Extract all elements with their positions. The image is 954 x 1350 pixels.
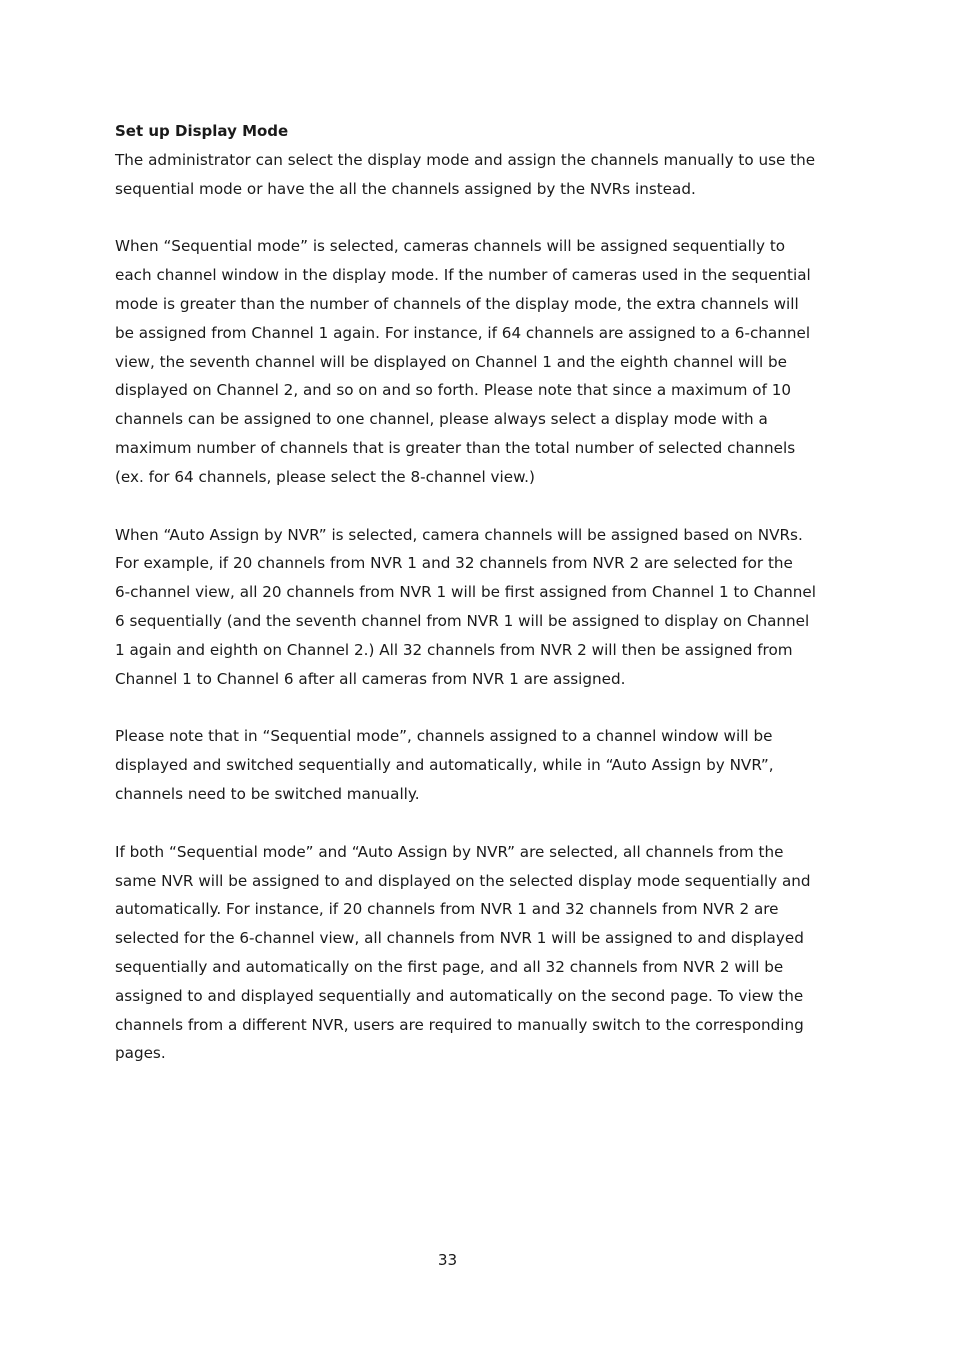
paragraph-both-selected: If both “Sequential mode” and “Auto Assign by NVR” are selected, all channels from the same NVR will be assigned to and displayed on the selected display mode sequentially and automatically. For instance, if 20 channels from NVR 1 and 32 channels from NVR 2 are selected for the 6-channel view, all channels from NVR 1 will be assigned to and displayed sequentially and automatically on the first page, and all 32 channels from NVR 2 will be assigned to and displayed sequentially and automatically on the second page. To view the channels from a different NVR, users are required to manually switch to the corresponding pages. xyxy=(115,842,811,1063)
page-content xyxy=(115,117,843,1068)
paragraph-intro: The administrator can select the display mode and assign the channels manually to use the sequential mode or have the all the channels assigned by the NVRs instead. xyxy=(115,150,816,198)
paragraph-sequential-mode: When “Sequential mode” is selected, cameras channels will be assigned sequentially to each channel window in the display mode. If the number of cameras used in the sequential mode is greater than the number of channels of the display mode, the extra channels will be assigned from Channel 1 again. For instance, if 64 channels are assigned to a 6-channel view, the seventh channel will be displayed on Channel 1 and the eighth channel will be displayed on Channel 2, and so on and so forth. Please note that since a maximum of 10 channels can be assigned to one channel, please always select a display mode with a maximum number of channels that is greater than the total number of selected channels (ex. for 64 channels, please select the 8-channel view.) xyxy=(115,237,811,486)
paragraph-note: Please note that in “Sequential mode”, channels assigned to a channel window will be displayed and switched sequentially and automatically, while in “Auto Assign by NVR”, channels need to be switched manually. xyxy=(115,727,774,803)
section-heading: Set up Display Mode xyxy=(115,122,289,140)
page-number: 33 xyxy=(437,1251,458,1269)
paragraph-auto-assign: When “Auto Assign by NVR” is selected, camera channels will be assigned based on NVRs. For example, if 20 channels from NVR 1 and 32 channels from NVR 2 are selected for the 6-channel view, all 20 channels from NVR 1 will be first assigned from Channel 1 to Channel 6 sequentially (and the seventh channel from NVR 1 will be assigned to display on Channel 1 again and eighth on Channel 2.) All 32 channels from NVR 2 will then be assigned from Channel 1 to Channel 6 after all cameras from NVR 1 are assigned. xyxy=(115,525,816,688)
